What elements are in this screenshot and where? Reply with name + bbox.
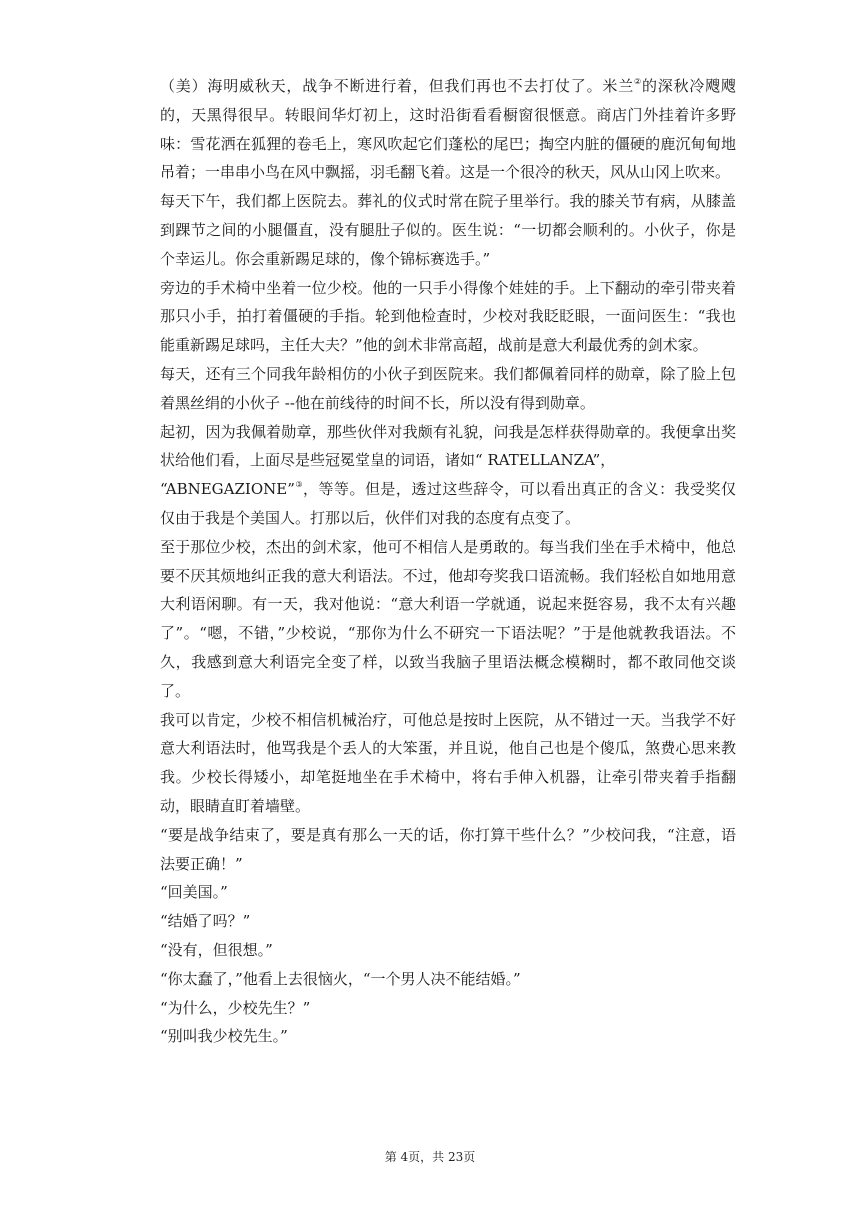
paragraph — [160, 418, 736, 533]
paragraph-text: 旁边的手术椅中坐着一位少校。他的一只手小得像个娃娃的手。上下翻动的牵引带夹着那只小手，拍打着僵硬的手指。轮到他检查时，少校对我眨眨眼，一面问医生：“我也能重新踢足球吗，主任大夫？”他的剑术非常高超，战前是意大利最优秀的剑术家。 — [160, 278, 736, 355]
paragraph — [160, 706, 736, 821]
paragraph-text: 每天，还有三个同我年龄相仿的小伙子到医院来。我们都佩着同样的勋章，除了脸上包着黑丝绢的小伙子 --他在前线待的时间不长，所以没有得到勋章。 — [160, 364, 736, 412]
paragraph — [160, 821, 736, 879]
paragraph-text: 每天下午，我们都上医院去。葬礼的仪式时常在院子里举行。我的膝关节有病，从膝盖到踝节之间的小腿僵直，没有腿肚子似的。医生说：“一切都会顺利的。小伙子，你是个幸运儿。你会重新踢足球的，像个锦标赛选手。” — [160, 192, 736, 268]
paragraph-text: “没有，但很想。” — [160, 940, 273, 959]
paragraph — [160, 274, 736, 360]
paragraph-text: 至于那位少校，杰出的剑术家，他可不相信人是勇敢的。每当我们坐在手术椅中，他总要不厌其烦地纠正我的意大利语法。不过，他却夸奖我口语流畅。我们轻松自如地用意大利语闲聊。有一天，我对他说：“意大利语一学就通，说起来挺容易，我不太有兴趣了”。“嗯，不错，”少校说，“那你为什么不研究一下语法呢？”于是他就教我语法。不久，我感到意大利语完全变了样，以致当我脑子里语法概念模糊时，都不敢同他交谈了。 — [160, 537, 736, 700]
paragraph — [160, 533, 736, 706]
paragraph-text: “为什么，少校先生？” — [160, 998, 311, 1017]
paragraph-text: “要是战争结束了，要是真有那么一天的话，你打算干些什么？”少校问我，“注意，语法要正确！” — [160, 825, 736, 873]
paragraph — [160, 965, 736, 994]
paragraph-text: “你太蠢了，”他看上去很恼火，“一个男人决不能结婚。” — [160, 969, 521, 988]
paragraph — [160, 907, 736, 936]
page-footer: 第 4页，共 23页 — [384, 1150, 476, 1164]
footnote-marker: ③ — [294, 480, 304, 490]
paragraph — [160, 360, 736, 418]
article-body — [160, 72, 736, 1051]
paragraph-text: ，等等。但是，透过这些辞令，可以看出真正的含义：我受奖仅仅由于我是个美国人。打那以后，伙伴们对我的态度有点变了。 — [160, 480, 736, 527]
footnote-marker: ② — [634, 77, 642, 86]
paragraph-text: 的深秋冷飕飕的，天黑得很早。转眼间华灯初上，这时沿街看看橱窗很惬意。商店门外挂着许多野味：雪花洒在狐狸的卷毛上，寒风吹起它们蓬松的尾巴；掏空内脏的僵硬的鹿沉甸甸地吊着；一串串小鸟在风中飘摇，羽毛翻飞着。这是一个很冷的秋天，风从山冈上吹来。 — [160, 77, 737, 182]
paragraph-text: （美）海明威秋天，战争不断进行着，但我们再也不去打仗了。米兰 — [160, 77, 635, 95]
paragraph — [160, 878, 736, 907]
paragraph — [160, 72, 736, 187]
paragraph-text: “结婚了吗？” — [160, 912, 251, 931]
paragraph — [160, 936, 736, 965]
paragraph — [160, 187, 736, 273]
paragraph-text: 起初，因为我佩着勋章，那些伙伴对我颇有礼貌，问我是怎样获得勋章的。我便拿出奖状给他们看，上面尽是些冠冕堂皇的词语，诸如“ RATELLANZA”， “ABNEGAZIONE” — [160, 422, 736, 499]
paragraph-text: 我可以肯定，少校不相信机械治疗，可他总是按时上医院，从不错过一天。当我学不好意大利语法时，他骂我是个丢人的大笨蛋，并且说，他自己也是个傻瓜，煞费心思来教我。少校长得矮小，却笔挺地坐在手术椅中，将右手伸入机器，让牵引带夹着手指翻动，眼睛直盯着墙壁。 — [160, 710, 736, 815]
paragraph-text: “别叫我少校先生。” — [160, 1027, 288, 1046]
paragraph — [160, 1022, 736, 1051]
paragraph — [160, 994, 736, 1023]
paragraph-text: “回美国。” — [160, 883, 228, 902]
